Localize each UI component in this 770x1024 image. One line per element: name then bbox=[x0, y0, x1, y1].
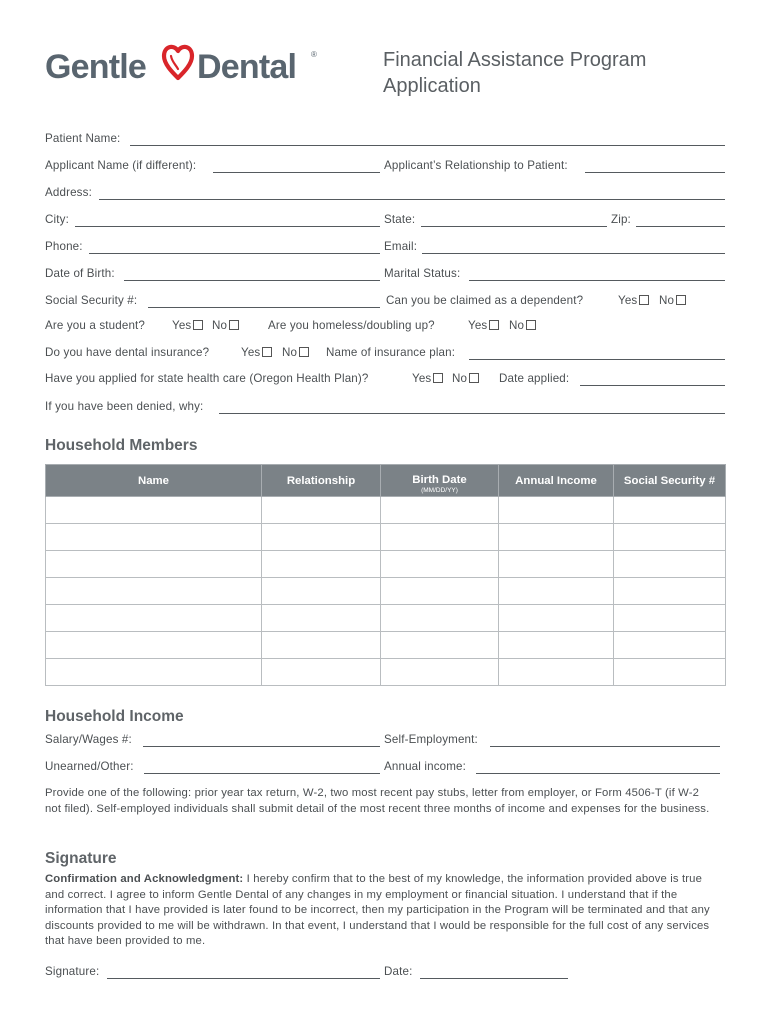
income-instructions: Provide one of the following: prior year tax return, W-2, two most recent pay stubs, letter from employer, or Form 4506-T (if W-2 not filed). Self-employed individuals shall submit detail of the most recent three months of income and expenses for the business. bbox=[45, 787, 710, 815]
table-cell[interactable] bbox=[499, 497, 614, 524]
table-cell[interactable] bbox=[381, 605, 499, 632]
logo-word-gentle: Gentle bbox=[45, 48, 147, 86]
gentle-dental-logo bbox=[45, 44, 335, 90]
homeless-yes-option[interactable] bbox=[468, 319, 499, 332]
table-cell[interactable] bbox=[381, 497, 499, 524]
household-members-body bbox=[46, 497, 726, 686]
column-header-annual-income bbox=[499, 465, 614, 497]
no-label: No bbox=[659, 294, 675, 307]
applicant-name-label: Applicant Name (if different): bbox=[45, 159, 197, 172]
household-members-table bbox=[45, 464, 726, 686]
column-header-relationship bbox=[262, 465, 381, 497]
table-row bbox=[46, 632, 726, 659]
unearned-field[interactable] bbox=[144, 773, 380, 774]
student-yes-checkbox[interactable] bbox=[193, 320, 203, 330]
table-cell[interactable] bbox=[262, 632, 381, 659]
dob-label: Date of Birth: bbox=[45, 267, 115, 280]
table-cell[interactable] bbox=[262, 659, 381, 686]
yes-label: Yes bbox=[618, 294, 638, 307]
state-health-yes-option[interactable] bbox=[412, 372, 443, 385]
table-cell[interactable] bbox=[614, 524, 726, 551]
state-health-question: Have you applied for state health care (Oregon Health Plan)? bbox=[45, 372, 369, 385]
yes-label: Yes bbox=[172, 319, 192, 332]
column-header-birth-date-text: Birth Date bbox=[412, 474, 467, 486]
dental-yes-checkbox[interactable] bbox=[262, 347, 272, 357]
column-header-annual-income-text: Annual Income bbox=[515, 475, 597, 487]
zip-field[interactable] bbox=[636, 226, 725, 227]
table-row bbox=[46, 524, 726, 551]
table-cell[interactable] bbox=[499, 605, 614, 632]
acknowledgment-text: I hereby confirm that to the best of my knowledge, the information provided above is true and correct. I agree to inform Gentle Dental of any changes in my employment or financial situation. I understand that if the information that I have provided is later found to be incorrect, then my participation in the Program will be terminated and that any discounts provided to me will be withdrawn. In that event, I understand that I would be responsible for the full cost of any services that have been provided to me. bbox=[45, 873, 710, 948]
yes-label: Yes bbox=[241, 346, 261, 359]
dental-yes-option[interactable] bbox=[241, 346, 272, 359]
date-applied-label: Date applied: bbox=[499, 372, 570, 385]
signature-heading: Signature bbox=[45, 850, 117, 867]
salary-field[interactable] bbox=[143, 746, 380, 747]
table-cell[interactable] bbox=[381, 632, 499, 659]
table-cell[interactable] bbox=[614, 497, 726, 524]
address-label: Address: bbox=[45, 186, 92, 199]
page-title bbox=[383, 47, 646, 99]
denied-why-label: If you have been denied, why: bbox=[45, 400, 204, 413]
table-cell[interactable] bbox=[46, 497, 262, 524]
table-cell[interactable] bbox=[46, 578, 262, 605]
no-label: No bbox=[452, 372, 468, 385]
table-cell[interactable] bbox=[46, 605, 262, 632]
student-yes-option[interactable] bbox=[172, 319, 203, 332]
column-header-name bbox=[46, 465, 262, 497]
signature-date-label: Date: bbox=[384, 965, 413, 978]
no-label: No bbox=[282, 346, 298, 359]
column-header-birth-date bbox=[381, 465, 499, 497]
table-cell[interactable] bbox=[614, 632, 726, 659]
page-title-line1: Financial Assistance Program bbox=[383, 49, 647, 71]
dependent-no-option[interactable] bbox=[659, 294, 686, 307]
table-cell[interactable] bbox=[614, 605, 726, 632]
column-header-name-text: Name bbox=[137, 475, 170, 487]
table-cell[interactable] bbox=[381, 551, 499, 578]
column-header-relationship-text: Relationship bbox=[286, 475, 356, 487]
dental-no-checkbox[interactable] bbox=[299, 347, 309, 357]
table-cell[interactable] bbox=[614, 659, 726, 686]
table-cell[interactable] bbox=[381, 659, 499, 686]
household-income-heading: Household Income bbox=[45, 708, 184, 725]
homeless-no-option[interactable] bbox=[509, 319, 536, 332]
state-field[interactable] bbox=[421, 226, 607, 227]
phone-label: Phone: bbox=[45, 240, 83, 253]
student-no-checkbox[interactable] bbox=[229, 320, 239, 330]
page-title-line2: Application bbox=[383, 75, 481, 97]
table-cell[interactable] bbox=[46, 551, 262, 578]
city-field[interactable] bbox=[75, 226, 380, 227]
table-cell[interactable] bbox=[499, 524, 614, 551]
table-cell[interactable] bbox=[262, 497, 381, 524]
table-row bbox=[46, 578, 726, 605]
phone-field[interactable] bbox=[89, 253, 380, 254]
annual-income-field[interactable] bbox=[476, 773, 720, 774]
student-question: Are you a student? bbox=[45, 319, 146, 332]
applicant-name-field[interactable] bbox=[213, 172, 380, 173]
table-cell[interactable] bbox=[499, 578, 614, 605]
state-label: State: bbox=[384, 213, 416, 226]
table-cell[interactable] bbox=[499, 632, 614, 659]
state-health-no-checkbox[interactable] bbox=[469, 373, 479, 383]
yes-label: Yes bbox=[412, 372, 432, 385]
table-cell[interactable] bbox=[614, 551, 726, 578]
self-employment-label: Self-Employment: bbox=[384, 733, 478, 746]
homeless-question: Are you homeless/doubling up? bbox=[268, 319, 435, 332]
table-cell[interactable] bbox=[499, 551, 614, 578]
dependent-yes-option[interactable] bbox=[618, 294, 649, 307]
table-row bbox=[46, 659, 726, 686]
table-cell[interactable] bbox=[262, 578, 381, 605]
column-header-social-security bbox=[614, 465, 726, 497]
birth-date-format-hint: (MM/DD/YY) bbox=[421, 487, 458, 494]
homeless-yes-checkbox[interactable] bbox=[489, 320, 499, 330]
relationship-field[interactable] bbox=[585, 172, 725, 173]
dependent-no-checkbox[interactable] bbox=[676, 295, 686, 305]
ssn-field[interactable] bbox=[148, 307, 380, 308]
annual-income-label: Annual income: bbox=[384, 760, 467, 773]
self-employment-field[interactable] bbox=[490, 746, 720, 747]
marital-status-label: Marital Status: bbox=[384, 267, 461, 280]
signature-date-field[interactable] bbox=[420, 978, 568, 979]
email-label: Email: bbox=[384, 240, 418, 253]
household-members-heading: Household Members bbox=[45, 437, 198, 454]
logo-word-dental: Dental bbox=[197, 48, 297, 86]
zip-label: Zip: bbox=[611, 213, 631, 226]
homeless-no-checkbox[interactable] bbox=[526, 320, 536, 330]
tooth-heart-icon bbox=[160, 42, 196, 82]
no-label: No bbox=[509, 319, 525, 332]
table-header-row bbox=[46, 465, 726, 497]
table-cell[interactable] bbox=[46, 659, 262, 686]
dental-insurance-question: Do you have dental insurance? bbox=[45, 346, 210, 359]
acknowledgment-title: Confirmation and Acknowledgment: bbox=[45, 873, 244, 885]
table-row bbox=[46, 551, 726, 578]
dental-no-option[interactable] bbox=[282, 346, 309, 359]
marital-status-field[interactable] bbox=[469, 280, 725, 281]
city-label: City: bbox=[45, 213, 69, 226]
no-label: No bbox=[212, 319, 228, 332]
table-row bbox=[46, 497, 726, 524]
signature-label: Signature: bbox=[45, 965, 100, 978]
table-cell[interactable] bbox=[381, 578, 499, 605]
state-health-yes-checkbox[interactable] bbox=[433, 373, 443, 383]
patient-name-field[interactable] bbox=[130, 145, 725, 146]
table-row bbox=[46, 605, 726, 632]
signature-field[interactable] bbox=[107, 978, 380, 979]
student-no-option[interactable] bbox=[212, 319, 239, 332]
date-applied-field[interactable] bbox=[580, 385, 725, 386]
dob-field[interactable] bbox=[124, 280, 380, 281]
state-health-no-option[interactable] bbox=[452, 372, 479, 385]
insurance-plan-label: Name of insurance plan: bbox=[326, 346, 456, 359]
patient-name-label: Patient Name: bbox=[45, 132, 121, 145]
salary-label: Salary/Wages #: bbox=[45, 733, 132, 746]
table-cell[interactable] bbox=[499, 659, 614, 686]
table-cell[interactable] bbox=[262, 524, 381, 551]
email-field[interactable] bbox=[422, 253, 725, 254]
insurance-plan-field[interactable] bbox=[469, 359, 725, 360]
table-cell[interactable] bbox=[614, 578, 726, 605]
unearned-label: Unearned/Other: bbox=[45, 760, 134, 773]
dependent-question: Can you be claimed as a dependent? bbox=[386, 294, 584, 307]
address-field[interactable] bbox=[99, 199, 725, 200]
table-cell[interactable] bbox=[46, 524, 262, 551]
table-cell[interactable] bbox=[46, 632, 262, 659]
denied-why-field[interactable] bbox=[219, 413, 725, 414]
registered-mark: ® bbox=[311, 50, 317, 59]
yes-label: Yes bbox=[468, 319, 488, 332]
table-cell[interactable] bbox=[262, 551, 381, 578]
table-cell[interactable] bbox=[381, 524, 499, 551]
table-cell[interactable] bbox=[262, 605, 381, 632]
dependent-yes-checkbox[interactable] bbox=[639, 295, 649, 305]
ssn-label: Social Security #: bbox=[45, 294, 138, 307]
relationship-label: Applicant’s Relationship to Patient: bbox=[384, 159, 568, 172]
acknowledgment-paragraph bbox=[45, 872, 717, 950]
column-header-social-security-text: Social Security # bbox=[623, 475, 716, 487]
